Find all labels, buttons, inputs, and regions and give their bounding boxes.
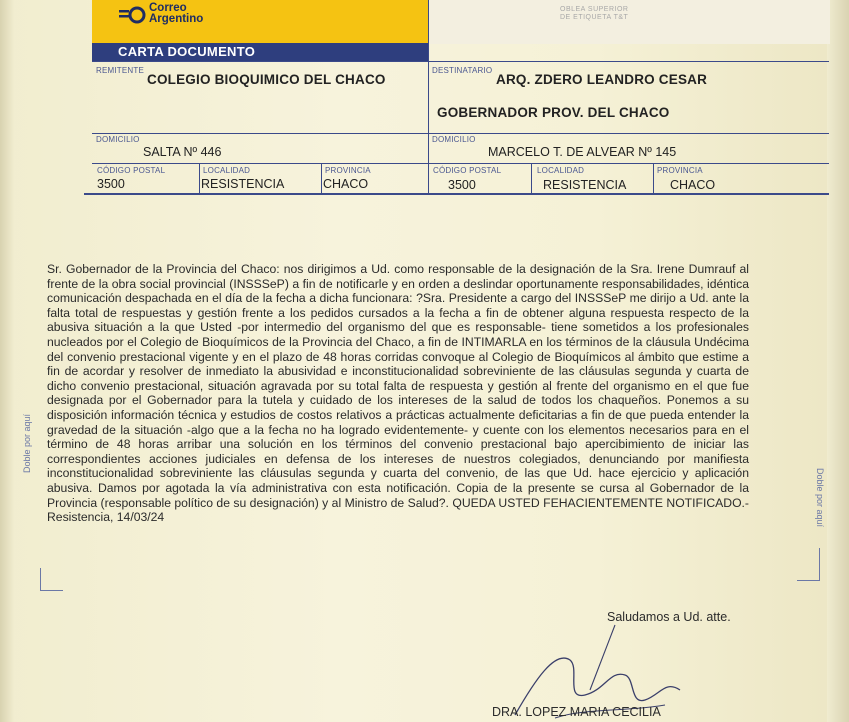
fold-bracket-left — [40, 568, 63, 591]
stamp-area-label — [560, 6, 628, 22]
recipient-title: GOBERNADOR PROV. DEL CHACO — [437, 105, 670, 120]
form-title: CARTA DOCUMENTO — [118, 44, 256, 59]
sender-localidad: RESISTENCIA — [201, 177, 285, 191]
stamp-line1: OBLEA SUPERIOR — [560, 6, 629, 13]
divider-center-vertical — [428, 0, 429, 193]
sender-provincia: CHACO — [323, 177, 369, 191]
closing-salutation: Saludamos a Ud. atte. — [607, 610, 731, 624]
recipient-name: ARQ. ZDERO LEANDRO CESAR — [496, 72, 708, 87]
paper-edge-right — [827, 0, 849, 722]
recipient-localidad-label: LOCALIDAD — [537, 166, 585, 175]
divider-domicilio — [92, 133, 829, 134]
sender-cp-label: CÓDIGO POSTAL — [97, 166, 166, 175]
sender-name: COLEGIO BIOQUIMICO DEL CHACO — [147, 72, 386, 87]
stamp-area — [430, 0, 830, 44]
recipient-label: DESTINATARIO — [432, 66, 493, 75]
recipient-domicilio: MARCELO T. DE ALVEAR Nº 145 — [488, 145, 677, 159]
letter-body — [47, 262, 749, 525]
stamp-line2: DE ETIQUETA T&T — [560, 14, 629, 21]
recipient-localidad: RESISTENCIA — [543, 178, 627, 192]
recipient-provincia: CHACO — [670, 178, 716, 192]
sender-provincia-label: PROVINCIA — [325, 166, 371, 175]
sender-localidad-label: LOCALIDAD — [203, 166, 251, 175]
sender-label: REMITENTE — [96, 66, 145, 75]
brand-logo-line2: Argentino — [149, 13, 204, 25]
correo-argentino-logo-icon — [118, 4, 146, 26]
fold-bracket-right — [797, 548, 820, 581]
divider-recipient-localidad — [653, 163, 654, 193]
brand-logo-text — [149, 3, 203, 25]
divider-cp-row — [92, 163, 829, 164]
divider-sender-cp — [199, 163, 200, 193]
sender-domicilio-label: DOMICILIO — [96, 135, 140, 144]
divider-recipient-cp — [531, 163, 532, 193]
sender-cp: 3500 — [97, 177, 125, 191]
sender-domicilio: SALTA Nº 446 — [143, 145, 222, 159]
paper-edge-left — [0, 0, 14, 722]
letter-body-text: Sr. Gobernador de la Provincia del Chaco: nos dirigimos a Ud. como responsable de la designación de la Sra. Irene Dumrauf al frente de la obra social provincial (INSSSeP) a fin de notificarle y en orden a deslindar oportunamente responsabilidades, idéntica comunicación despachada en el día de la fecha a dicha funcionara: ?Sra. Presidente a cargo del INSSSeP me dirijo a Ud. ante la falta total de respuestas y gestión frente a los pedidos cursados a la fecha a fin de obtener alguna respuesta respecto de la abusiva situación a la que Usted -por intermedio del organismo del que es responsable- tiene sometidos a los profesionales nucleados por el Colegio de Bioquímicos de la Provincia del Chaco, a fin de INTIMARLA en los términos de la cláusula Undécima del convenio prestacional vigente y en el plazo de 48 horas corridas convoque al Colegio de Bioquímicos al ámbito que estime a fin de acordar y resolver de inmediato la abusividad e inconstitucionalidad sobreviniente de las cláusulas segunda y cuarta de dicho convenio prestacional, situación agravada por su total falta de respuesta y gestión al frente del organismo en el que fue designada por el Gobernador para la tutela y cuidado de los intereses de la salud de todos los chaqueños. Ponemos a su disposición información técnica y estudios de costos relativos a prácticas actualmente deficitarias a fin de que pueda entender la gravedad de la situación -algo que a la fecha no ha logrado evidentemente- y cuente con los elementos necesarios para en el término de 48 horas arribar una solución en los términos del convenio prestacional bajo apercibimiento de iniciar las correspondientes acciones judiciales en defensa de los intereses de nuestros colegiados, denunciando por manifiesta inconstitucionalidad sobreviniente las cláusulas segunda y cuarta del convenio, de las que Ud. hace ejercicio y aplicación abusiva. Damos por agotada la vía administrativa con esta notificación. Copia de la presente se cursa al Gobernador de la Provincia (responsable político de su designación) y al Ministro de Salud?. QUEDA USTED FEHACIENTEMENTE NOTIFICADO.- Resistencia, 14/03/24 — [47, 262, 749, 525]
brand-logo-line1: Correo — [149, 2, 187, 14]
signer-name: DRA. LOPEZ MARIA CECILIA — [492, 705, 661, 719]
fold-mark-left: Doble por aquí — [22, 413, 32, 473]
divider-sender-localidad — [321, 163, 322, 193]
fold-mark-right: Doble por aquí — [815, 468, 825, 528]
divider-top — [92, 61, 829, 62]
divider-bottom — [84, 193, 829, 195]
recipient-cp-label: CÓDIGO POSTAL — [433, 166, 502, 175]
recipient-cp: 3500 — [448, 178, 476, 192]
recipient-domicilio-label: DOMICILIO — [432, 135, 476, 144]
recipient-provincia-label: PROVINCIA — [657, 166, 703, 175]
